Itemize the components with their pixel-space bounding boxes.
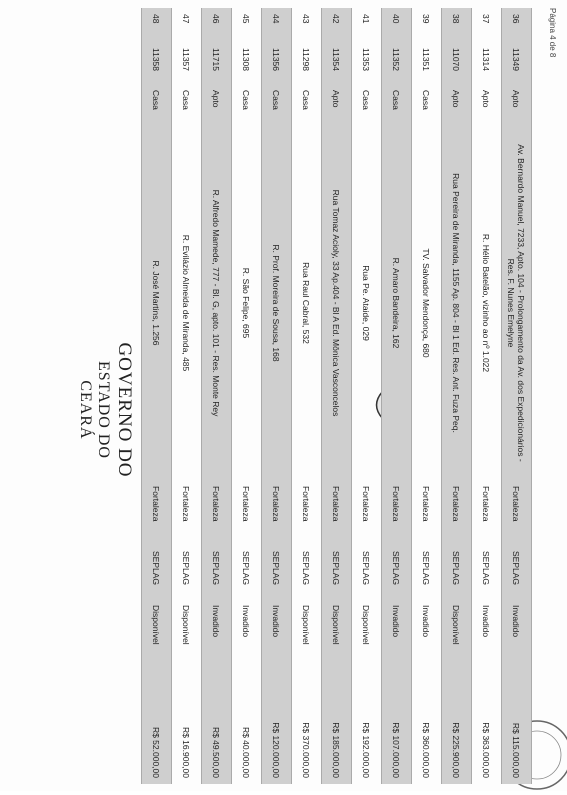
- property-city: Fortaleza: [391, 486, 402, 522]
- property-id: 11353: [361, 48, 372, 72]
- property-status: Invadido: [241, 605, 252, 638]
- property-type: Apto: [211, 90, 222, 108]
- property-type: Casa: [391, 90, 402, 110]
- property-organ: SEPLAG: [421, 551, 432, 586]
- property-organ: SEPLAG: [511, 551, 522, 586]
- property-address: Rua Pe. Ataide, 029: [361, 265, 372, 341]
- property-address: Rua Raul Cabral, 532: [301, 262, 312, 344]
- property-organ: SEPLAG: [151, 551, 162, 586]
- row-number: 43: [301, 14, 312, 24]
- table-row: [171, 8, 201, 784]
- property-value: R$ 360.000,00: [421, 722, 432, 778]
- property-organ: SEPLAG: [481, 551, 492, 586]
- property-organ: SEPLAG: [451, 551, 462, 586]
- property-type: Apto: [481, 90, 492, 108]
- property-address: Rua Tomaz Acioly, 33 Ap.404 - Bl A Ed. Mônica Vasconcelos: [331, 189, 342, 417]
- property-city: Fortaleza: [451, 486, 462, 522]
- table-row: [201, 8, 231, 784]
- property-type: Casa: [181, 90, 192, 110]
- property-organ: SEPLAG: [331, 551, 342, 586]
- property-type: Casa: [361, 90, 372, 110]
- property-status: Disponível: [361, 605, 372, 645]
- property-type: Casa: [271, 90, 282, 110]
- property-city: Fortaleza: [511, 486, 522, 522]
- row-number: 42: [331, 14, 342, 24]
- property-city: Fortaleza: [151, 486, 162, 522]
- property-city: Fortaleza: [241, 486, 252, 522]
- property-city: Fortaleza: [301, 486, 312, 522]
- table-row: [231, 8, 261, 784]
- property-type: Apto: [331, 90, 342, 108]
- property-organ: SEPLAG: [211, 551, 222, 586]
- property-status: Disponível: [331, 605, 342, 645]
- property-id: 11349: [511, 48, 522, 72]
- property-id: 11308: [241, 48, 252, 72]
- row-number: 48: [151, 14, 162, 24]
- property-organ: SEPLAG: [361, 551, 372, 586]
- property-organ: SEPLAG: [271, 551, 282, 586]
- property-city: Fortaleza: [361, 486, 372, 522]
- property-value: R$ 185.000,00: [331, 722, 342, 778]
- property-status: Invadido: [391, 605, 402, 638]
- property-status: Invadido: [481, 605, 492, 638]
- property-value: R$ 225.900,00: [451, 722, 462, 778]
- property-value: R$ 363.000,00: [481, 722, 492, 778]
- table-row: [291, 8, 321, 784]
- property-id: 11715: [211, 48, 222, 72]
- property-id: 11354: [331, 48, 342, 72]
- table-row: [411, 8, 441, 784]
- property-id: 11358: [151, 48, 162, 72]
- property-organ: SEPLAG: [181, 551, 192, 586]
- row-number: 46: [211, 14, 222, 24]
- property-id: 11357: [181, 48, 192, 72]
- property-id: 11351: [421, 48, 432, 72]
- property-value: R$ 107.000,00: [391, 722, 402, 778]
- table-row: [381, 8, 411, 784]
- property-value: R$ 115.000,00: [511, 722, 522, 778]
- row-number: 40: [391, 14, 402, 24]
- row-number: 37: [481, 14, 492, 24]
- property-city: Fortaleza: [421, 486, 432, 522]
- property-value: R$ 52.000,00: [151, 726, 162, 778]
- property-type: Apto: [451, 90, 462, 108]
- row-number: 39: [421, 14, 432, 24]
- table-row: [351, 8, 381, 784]
- property-status: Invadido: [511, 605, 522, 638]
- property-value: R$ 16.900,00: [181, 726, 192, 778]
- property-address: TV. Salvador Mendonça, 680: [421, 248, 432, 358]
- property-address: R. São Felipe, 695: [241, 267, 252, 339]
- property-status: Invadido: [271, 605, 282, 638]
- row-number: 41: [361, 14, 372, 24]
- property-address: R. Prof. Moreira de Sousa, 168: [271, 244, 282, 362]
- property-organ: SEPLAG: [391, 551, 402, 586]
- property-type: Casa: [421, 90, 432, 110]
- property-city: Fortaleza: [481, 486, 492, 522]
- property-address: R. José Martins, 1.256: [151, 260, 162, 346]
- property-type: Casa: [301, 90, 312, 110]
- row-number: 47: [181, 14, 192, 24]
- property-value: R$ 49.500,00: [211, 726, 222, 778]
- table-row: [471, 8, 501, 784]
- property-id: 11298: [301, 48, 312, 72]
- row-number: 44: [271, 14, 282, 24]
- property-status: Disponível: [301, 605, 312, 645]
- page-number: Página 4 de 8: [548, 8, 557, 58]
- property-id: 11070: [451, 48, 462, 72]
- property-address: R. Hélio Batelão, vizinho ao nº 1.022: [481, 233, 492, 373]
- property-city: Fortaleza: [181, 486, 192, 522]
- property-value: R$ 192.000,00: [361, 722, 372, 778]
- property-type: Casa: [151, 90, 162, 110]
- property-status: Invadido: [421, 605, 432, 638]
- property-id: 11352: [391, 48, 402, 72]
- property-type: Apto: [511, 90, 522, 108]
- property-address: Av. Bernardo Manuel, 7233, Apto. 104 - Prolongamento da Av. dos Expedicionários - Res. F. Nunes Emelyne: [506, 144, 527, 462]
- row-number: 38: [451, 14, 462, 24]
- row-number: 45: [241, 14, 252, 24]
- property-address: Rua Pereira de Miranda, 1155 Ap. 804 - Bl 1 Ed. Res. Ant. Fuza Peq.: [451, 173, 462, 433]
- row-number: 36: [511, 14, 522, 24]
- property-city: Fortaleza: [211, 486, 222, 522]
- government-title-line1: GOVERNO DO: [114, 342, 135, 478]
- property-address: R. Amaro Bandeira, 162: [391, 257, 402, 349]
- property-address: R. Alfredo Mamede, 777 - Bl. G, apto. 101 - Res. Monte Rey: [211, 189, 222, 417]
- property-table: [141, 8, 532, 784]
- property-type: Casa: [241, 90, 252, 110]
- property-value: R$ 370.000,00: [301, 722, 312, 778]
- property-value: R$ 120.000,00: [271, 722, 282, 778]
- property-organ: SEPLAG: [241, 551, 252, 586]
- table-row: [321, 8, 351, 784]
- table-row: [261, 8, 291, 784]
- property-organ: SEPLAG: [301, 551, 312, 586]
- table-row: [501, 8, 532, 784]
- table-row: [441, 8, 471, 784]
- property-address: R. Evilázio Almeida de Miranda, 485: [181, 234, 192, 372]
- property-value: R$ 40.000,00: [241, 726, 252, 778]
- property-id: 11314: [481, 48, 492, 72]
- government-title-line2: ESTADO DO CEARÁ: [77, 361, 112, 459]
- table-row: [141, 8, 171, 784]
- property-status: Disponível: [151, 605, 162, 645]
- property-id: 11356: [271, 48, 282, 72]
- property-city: Fortaleza: [271, 486, 282, 522]
- property-status: Invadido: [211, 605, 222, 638]
- property-status: Disponível: [451, 605, 462, 645]
- property-city: Fortaleza: [331, 486, 342, 522]
- property-status: Disponível: [181, 605, 192, 645]
